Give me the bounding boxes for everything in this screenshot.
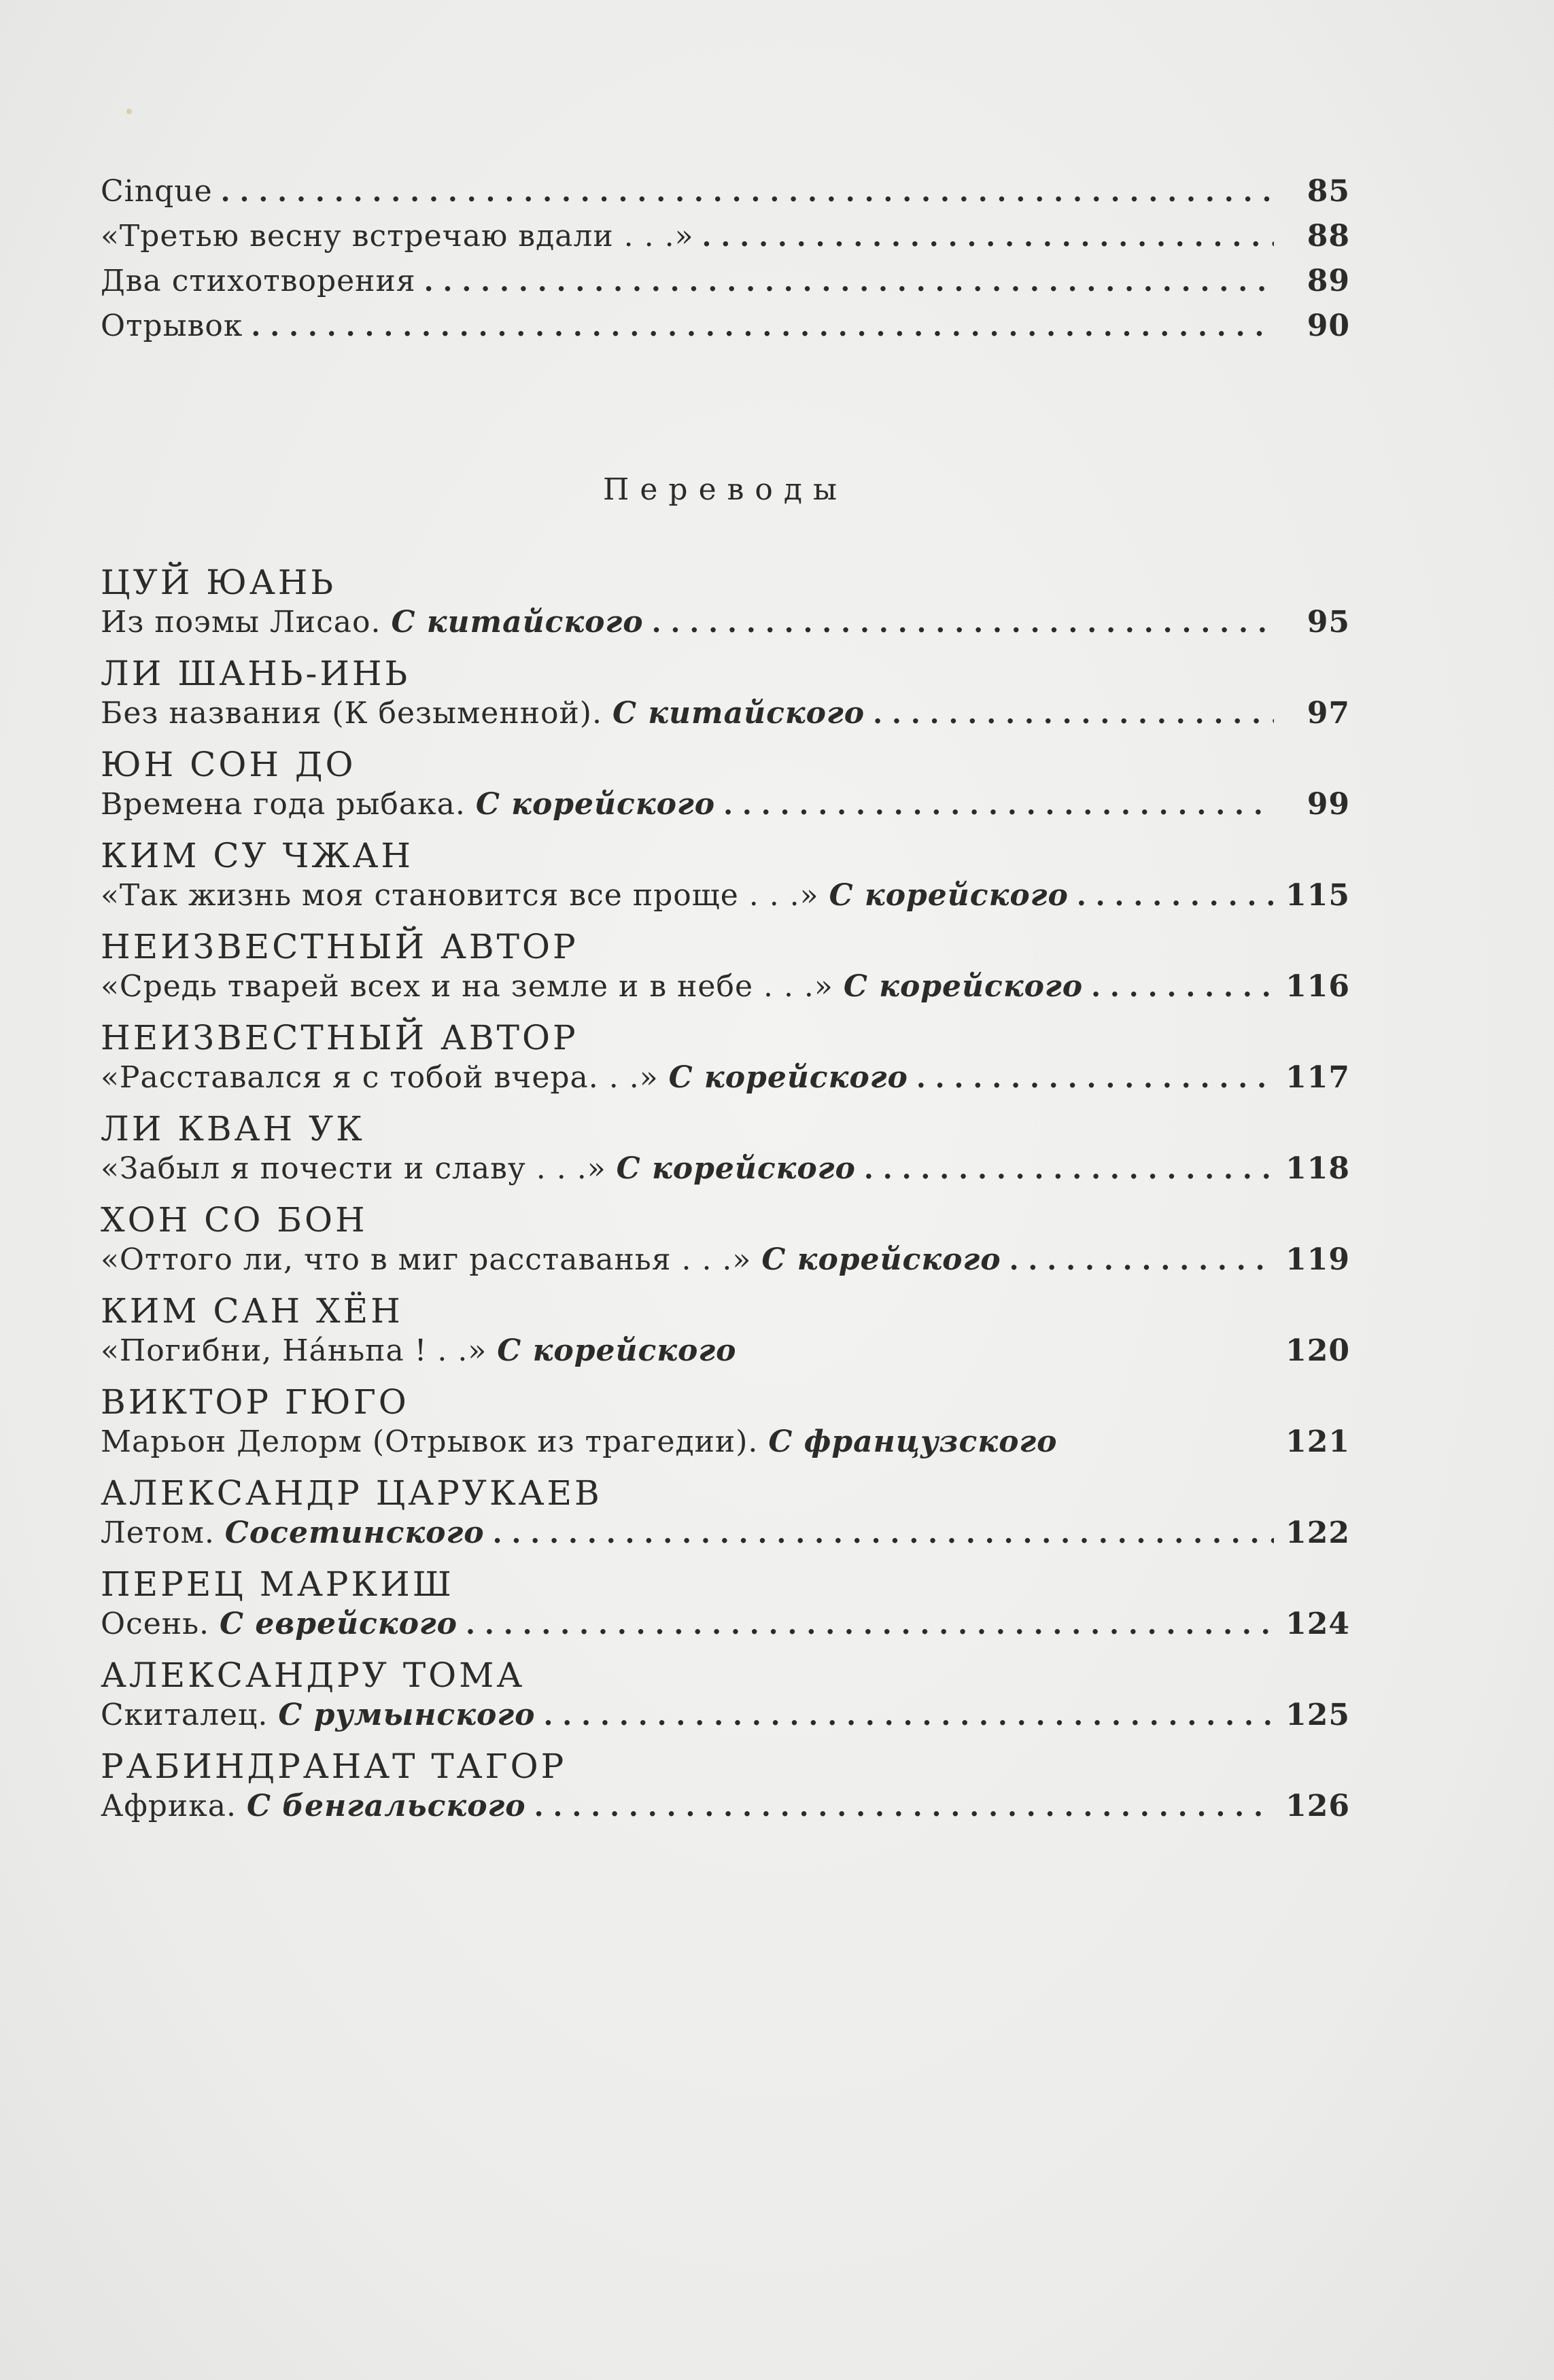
author-name: ЮН СОН ДО — [101, 745, 356, 784]
entry-title: Cinque — [101, 174, 213, 209]
dot-leader — [534, 1791, 1274, 1823]
entry-title: Два стихотворения — [101, 264, 416, 298]
toc-entry — [101, 1151, 1350, 1199]
entry-title — [101, 1151, 856, 1186]
toc-entry — [101, 969, 1350, 1017]
entry-title — [101, 1698, 535, 1732]
author-name: АЛЕКСАНДРУ ТОМА — [101, 1656, 525, 1695]
toc-entry — [101, 1698, 1350, 1745]
author-name: ЛИ КВАН УК — [101, 1109, 365, 1149]
source-language: С румынского — [278, 1698, 536, 1732]
toc-entry — [101, 605, 1350, 652]
page-number: 126 — [1285, 1789, 1350, 1823]
toc-entry — [101, 264, 1350, 311]
page-number: 120 — [1285, 1333, 1350, 1368]
entry-title — [101, 605, 644, 640]
author-name: КИМ СУ ЧЖАН — [101, 836, 413, 875]
source-language: С корейского — [497, 1333, 737, 1368]
source-language: С корейского — [843, 969, 1084, 1004]
source-language: С еврейского — [220, 1607, 458, 1641]
toc-entry — [101, 1607, 1350, 1654]
page-number: 116 — [1285, 969, 1350, 1004]
author-name: ВИКТОР ГЮГО — [101, 1382, 409, 1422]
entry-title — [101, 1333, 736, 1368]
source-language: С корейского — [829, 878, 1069, 913]
dot-leader — [864, 1153, 1274, 1185]
page-number: 124 — [1285, 1607, 1350, 1641]
work-title: «Забыл я почести и славу . . .» — [101, 1151, 617, 1186]
entry-title — [101, 787, 715, 822]
dot-leader — [652, 607, 1274, 639]
work-title: «Погибни, Нáньпа ! . .» — [101, 1333, 498, 1368]
work-title: Марьон Делорм (Отрывок из трагедии). — [101, 1424, 769, 1459]
dot-leader — [543, 1700, 1274, 1732]
page-number: 97 — [1307, 696, 1350, 731]
work-title: «Средь тварей всех и на земле и в небе . . .» — [101, 969, 844, 1004]
dot-leader — [466, 1609, 1274, 1641]
author-name: АЛЕКСАНДР ЦАРУКАЕВ — [101, 1473, 602, 1513]
toc-entry — [101, 1060, 1350, 1108]
source-language: С бенгальского — [246, 1789, 526, 1823]
entry-title — [101, 878, 1069, 913]
entry-title — [101, 1242, 1001, 1277]
source-language: Сосетинского — [224, 1516, 485, 1550]
source-language: С китайского — [391, 605, 644, 640]
author-name: ХОН СО БОН — [101, 1200, 368, 1240]
dot-leader — [251, 311, 1274, 343]
dot-leader — [1077, 880, 1274, 912]
dot-leader — [916, 1062, 1274, 1094]
page-number: 88 — [1307, 219, 1350, 253]
work-title: Из поэмы Лисао. — [101, 605, 392, 640]
page-number: 99 — [1307, 787, 1350, 822]
toc-entry — [101, 878, 1350, 926]
author-name: РАБИНДРАНАТ ТАГОР — [101, 1747, 567, 1786]
entry-title: «Третью весну встречаю вдали . . .» — [101, 219, 694, 253]
author-name: ЦУЙ ЮАНЬ — [101, 563, 336, 602]
source-language: С корейского — [761, 1242, 1001, 1277]
dot-leader — [723, 789, 1274, 821]
entry-title — [101, 1424, 1058, 1459]
page-number: 119 — [1285, 1242, 1350, 1277]
dot-leader — [1009, 1244, 1274, 1276]
entry-title: Отрывок — [101, 309, 243, 343]
dot-leader — [702, 221, 1274, 253]
author-name: НЕИЗВЕСТНЫЙ АВТОР — [101, 1018, 579, 1057]
work-title: Времена года рыбака. — [101, 787, 476, 822]
author-name: КИМ САН ХЁН — [101, 1291, 403, 1331]
work-title: «Так жизнь моя становится все проще . . .» — [101, 878, 829, 913]
entry-title — [101, 1060, 908, 1095]
page-number: 122 — [1285, 1516, 1350, 1550]
dot-leader — [424, 266, 1274, 298]
toc-entry — [101, 787, 1350, 835]
source-language: С корейского — [668, 1060, 908, 1095]
work-title: Скиталец. — [101, 1698, 279, 1732]
source-language: С корейского — [616, 1151, 856, 1186]
toc-entry — [101, 1333, 1350, 1381]
work-title: Без названия (К безыменной). — [101, 696, 612, 731]
work-title: «Оттого ли, что в миг расставанья . . .» — [101, 1242, 762, 1277]
page-number: 89 — [1307, 264, 1350, 298]
work-title: «Расставался я с тобой вчера. . .» — [101, 1060, 669, 1095]
entry-title — [101, 1789, 526, 1823]
page-number: 95 — [1307, 605, 1350, 640]
page-number: 85 — [1307, 174, 1350, 209]
toc-entry — [101, 219, 1350, 266]
dot-leader — [1091, 971, 1274, 1003]
dot-leader — [873, 698, 1274, 730]
page-number: 118 — [1285, 1151, 1350, 1186]
dot-leader — [221, 176, 1274, 208]
work-title: Летом. — [101, 1516, 225, 1550]
toc-entry — [101, 1516, 1350, 1563]
toc-entry — [101, 1242, 1350, 1290]
page-number: 90 — [1307, 309, 1350, 343]
author-name: ЛИ ШАНЬ-ИНЬ — [101, 654, 411, 693]
toc-entry — [101, 1789, 1350, 1836]
page-number: 115 — [1285, 878, 1350, 913]
entry-title — [101, 1516, 485, 1550]
source-language: С корейского — [475, 787, 716, 822]
entry-title — [101, 696, 865, 731]
page-number: 121 — [1285, 1424, 1350, 1459]
entry-title — [101, 969, 1083, 1004]
entry-title — [101, 1607, 457, 1641]
source-language: С китайского — [612, 696, 865, 731]
toc-entry — [101, 174, 1350, 222]
page-number: 117 — [1285, 1060, 1350, 1095]
work-title: Осень. — [101, 1607, 220, 1641]
section-title: Переводы — [603, 472, 848, 507]
toc-entry — [101, 309, 1350, 356]
paper-speck — [126, 109, 132, 114]
author-name: ПЕРЕЦ МАРКИШ — [101, 1564, 454, 1604]
source-language: С французского — [768, 1424, 1058, 1459]
dot-leader — [493, 1518, 1274, 1550]
author-name: НЕИЗВЕСТНЫЙ АВТОР — [101, 927, 579, 966]
toc-entry — [101, 696, 1350, 743]
work-title: Африка. — [101, 1789, 247, 1823]
page-number: 125 — [1285, 1698, 1350, 1732]
toc-entry — [101, 1424, 1350, 1472]
